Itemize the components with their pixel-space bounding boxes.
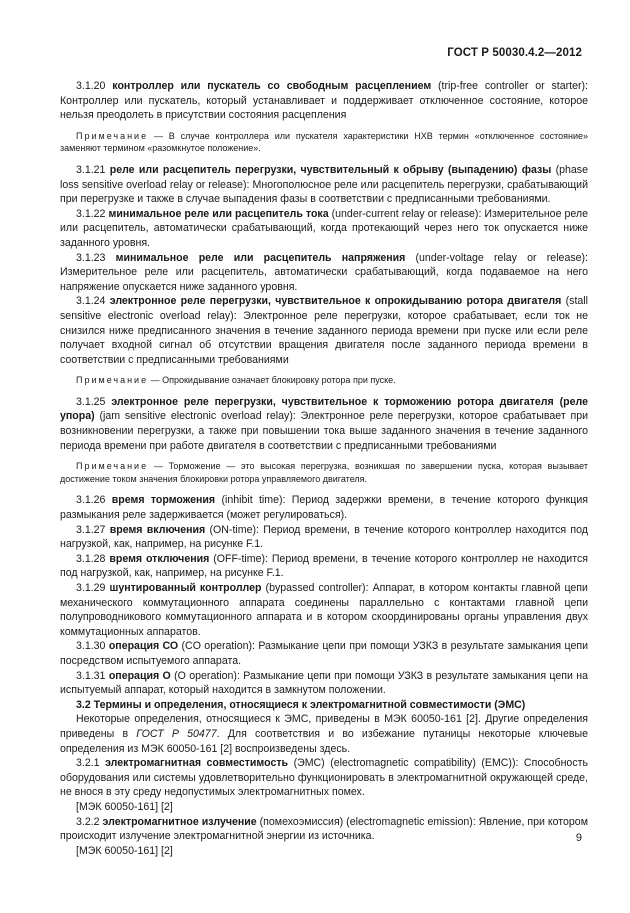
clause-number: 3.1.28 [76, 552, 110, 565]
note-text: — В случае контроллера или пускателя характеристики НХВ термин «отключенное состояние» заменяют термином «разомкнутое положение». [60, 130, 588, 154]
definition-text: (OFF-time): Период времени, в течение которого контроллер не находится под нагрузкой, как, например, на рисунке F.1. [60, 552, 588, 580]
definition-text: (jam sensitive electronic overload relay): Электронное реле перегрузки, которое срабатывает при возникновении перегрузки, а также при повышении тока выше заданного значения в течение заданного периода времени при работе двигателя в соответствии с предписанными требованиями [60, 410, 588, 452]
definition-text: (under-current relay or release): Измерительное реле или расцепитель, автоматически срабатывающий, когда протекающий через него ток опускается ниже заданного уровня. [60, 207, 588, 249]
page-number: 9 [575, 832, 582, 844]
source-reference: [МЭК 60050-161] [2] [76, 800, 173, 813]
term: электромагнитная совместимость [105, 757, 289, 770]
term: минимальное реле или расцепитель напряжения [115, 251, 406, 264]
definition-3-1-21 [60, 163, 588, 207]
definition-3-1-31 [60, 669, 588, 698]
clause-number: 3.1.25 [76, 395, 112, 408]
definition-3-1-22 [60, 207, 588, 251]
definition-3-1-29 [60, 581, 588, 639]
page-content [60, 79, 588, 858]
clause-number: 3.1.26 [76, 494, 112, 507]
note-label: Примечание [76, 375, 149, 386]
term: реле или расцепитель перегрузки, чувствительный к обрыву (выпадению) фазы [109, 163, 552, 176]
clause-number: 3.2.2 [76, 815, 103, 828]
standard-reference: ГОСТ Р 50477 [136, 727, 217, 740]
definition-text: (ЭМС) (electromagnetic compatibility) (EMC)): Способность оборудования или системы удовлетворительно функционировать в электромагнитной окружающей среде, не внося в эту среду недопустимых электромагнитных помех. [60, 757, 588, 799]
definition-text: (stall sensitive electronic overload relay): Электронное реле перегрузки, которое срабатывает, если ток не снизился ниже предписанного значения в течение заданного периода времени при пуске или если реле получает входной сигнал об отсутствии вращения двигателя после заданного периода времени в соответствии с предписанными требованиями [60, 295, 588, 366]
term: минимальное реле или расцепитель тока [108, 207, 329, 220]
definition-text: (O operation): Размыкание цепи при помощи УЗКЗ в результате замыкания цепи на испытуемый аппарат, который находится в замкнутом положении. [60, 669, 589, 697]
emc-intro-paragraph [60, 712, 588, 756]
definition-3-1-25 [60, 395, 588, 453]
definition-text: (помехоэмиссия) (electromagnetic emission): Явление, при котором происходит излучение электромагнитной энергии из источника. [60, 815, 588, 843]
note-label: Примечание [76, 461, 149, 472]
definition-3-1-28 [60, 552, 588, 581]
note-3-1-20 [60, 130, 588, 155]
definition-3-2-1 [60, 756, 588, 800]
note-3-1-25 [60, 460, 588, 485]
note-text: — Опрокидывание означает блокировку ротора при пуске. [148, 375, 396, 386]
definition-3-1-24 [60, 294, 588, 367]
clause-number: 3.1.29 [76, 582, 110, 594]
paragraph-text: Некоторые определения, относящиеся к ЭМС, приведены в МЭК 60050-161 [2]. Другие определения приведены в [60, 713, 588, 740]
definition-text: (trip-free controller or starter): Контроллер или пускатель, который устанавливает и поддерживает отключенное состояние, которое нельзя преодолеть в присутствии состояния расцепления [60, 80, 588, 122]
term: контроллер или пускатель со свободным расцеплением [112, 80, 432, 92]
paragraph-text: . Для соответствия и во избежание путаницы некоторые ключевые определения из МЭК 60050-161 [2] воспроизведены здесь. [60, 727, 588, 755]
definition-3-1-30 [60, 639, 588, 668]
note-text: — Торможение — это высокая перегрузка, возникшая по завершении пуска, которая вызывает достижение током значения блокировки ротора управляемого двигателя. [60, 461, 588, 484]
definition-text: (under-voltage relay or release): Измерительное реле или расцепитель, автоматически срабатывающий, когда подаваемое на него напряжение опускается ниже заданного уровня. [60, 251, 588, 293]
section-title: 3.2 Термины и определения, относящиеся к электромагнитной совместимости (ЭМС) [76, 698, 526, 711]
clause-number: 3.1.21 [76, 163, 110, 176]
definition-3-1-23 [60, 251, 588, 295]
term: электромагнитное излучение [102, 815, 257, 828]
term: время отключения [109, 552, 210, 565]
clause-number: 3.1.23 [76, 251, 116, 264]
definition-text: (CO operation): Размыкание цепи при помощи УЗКЗ в результате замыкания цепи посредством испытуемого аппарата. [60, 640, 588, 667]
definition-3-1-20 [60, 79, 588, 123]
document-header: ГОСТ Р 50030.4.2—2012 [447, 47, 582, 59]
definition-text: (ON-time): Период времени, в течение которого контроллер находится под нагрузкой, как, например, на рисунке F.1. [60, 523, 588, 551]
clause-number: 3.1.27 [76, 523, 110, 536]
clause-number: 3.2.1 [76, 757, 106, 770]
clause-number: 3.1.24 [76, 295, 110, 308]
term: время торможения [111, 494, 216, 507]
term: электронное реле перегрузки, чувствительное к торможению ротора двигателя (реле упора) [60, 395, 588, 423]
clause-number: 3.1.30 [76, 640, 109, 653]
term: электронное реле перегрузки, чувствительное к опрокидыванию ротора двигателя [109, 295, 562, 308]
definition-text: (phase loss sensitive overload relay or release): Многополюсное реле или расцепитель перегрузки, срабатывающий при перегрузке и также в случае выпадения фазы в соответствии с предписанными требованиями. [60, 163, 588, 206]
definition-text: (inhibit time): Период задержки времени, в течение которого функция размыкания реле задерживается (может регулироваться). [60, 494, 589, 522]
clause-number: 3.1.31 [76, 669, 109, 682]
term: время включения [109, 523, 206, 536]
note-3-1-24 [60, 374, 588, 387]
source-reference: [МЭК 60050-161] [2] [76, 844, 173, 857]
term: шунтированный контроллер [109, 582, 262, 594]
section-heading-3-2 [60, 698, 588, 713]
definition-3-1-26 [60, 493, 588, 522]
definition-3-1-27 [60, 523, 588, 552]
clause-number: 3.1.22 [76, 207, 109, 220]
definition-text: (bypassed controller): Аппарат, в котором контакты главной цепи механического коммутационного аппарата соединены параллельно с контактами главной цепи полупроводникового коммутационного аппарата и в котором скоординированы органы управления двух коммутационных аппаратов. [60, 582, 588, 638]
term: операция О [108, 669, 171, 682]
clause-number: 3.1.20 [76, 80, 113, 92]
note-label: Примечание [76, 130, 149, 141]
definition-3-2-2 [60, 815, 588, 844]
term: операция СО [108, 640, 179, 653]
